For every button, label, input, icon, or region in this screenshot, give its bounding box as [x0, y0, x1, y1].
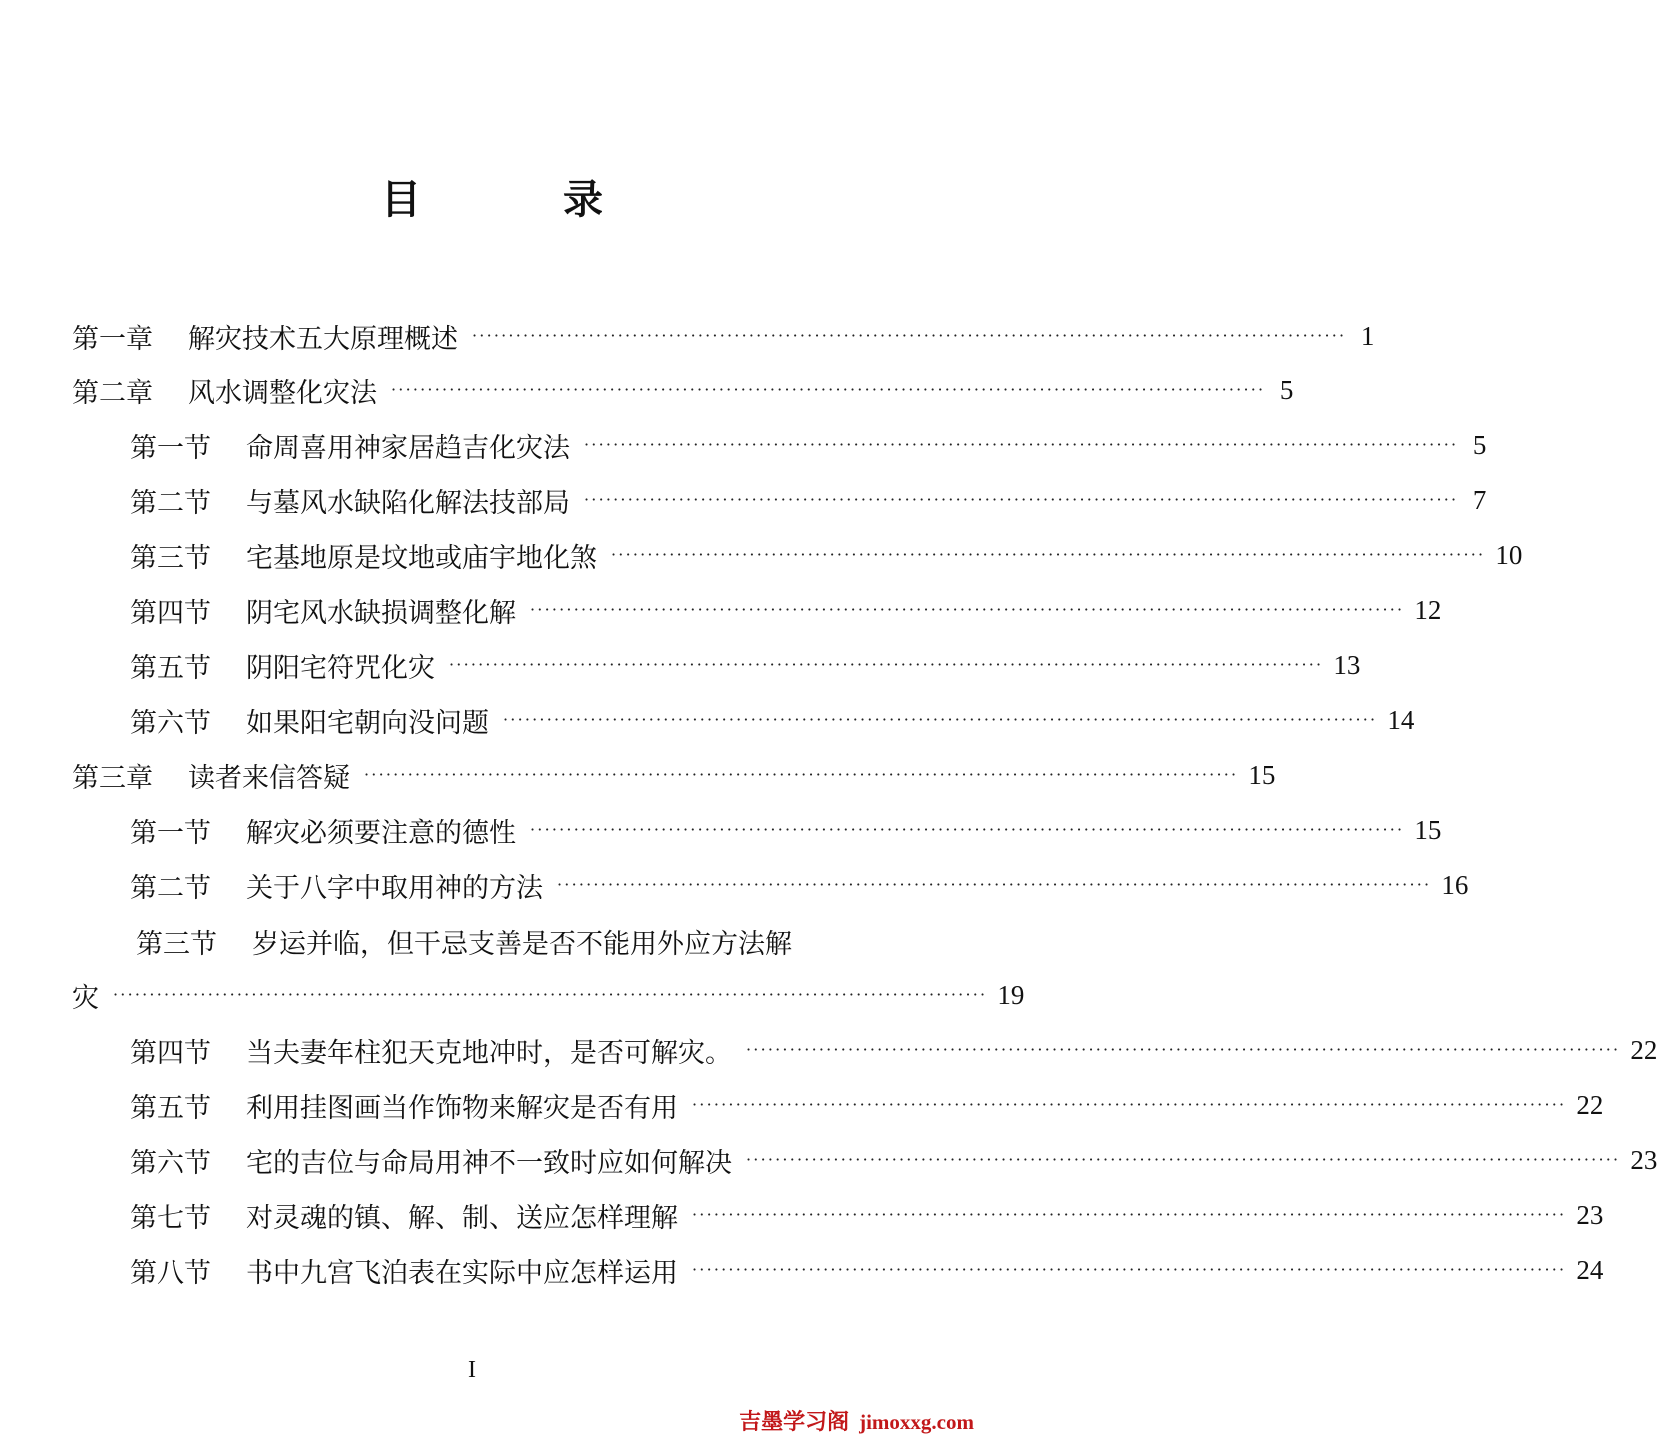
toc-entry-page: 23: [1630, 1144, 1657, 1175]
toc-entry-label: 第二章: [72, 377, 153, 409]
toc-entry-page: 16: [1441, 869, 1469, 900]
dot-leader: ························································································································: [584, 490, 1459, 509]
toc-entry-label: 第一节: [130, 432, 211, 464]
toc-entry-label: 第二节: [130, 872, 211, 904]
toc-entry: [130, 535, 1523, 575]
toc-entry-title: 书中九宫飞泊表在实际中应怎样运用: [246, 1257, 678, 1289]
toc-entry: [72, 975, 1025, 1015]
toc-entry-title: 与墓风水缺陷化解法技部局: [246, 487, 570, 519]
toc-entry-page: 24: [1576, 1254, 1604, 1285]
page-number: I: [468, 1357, 476, 1383]
dot-leader: ························································································································: [503, 710, 1378, 729]
toc-entry-page: 1: [1360, 320, 1375, 351]
toc-entry-page: 23: [1576, 1199, 1604, 1230]
toc-entry-title: 解灾技术五大原理概述: [188, 323, 458, 355]
toc-entry-label: 第一章: [72, 323, 153, 355]
toc-entry: [130, 700, 1415, 740]
watermark-brand: 吉墨学习阁: [739, 1410, 850, 1435]
toc-entry-page: 5: [1279, 374, 1294, 405]
toc-entry-title: 命周喜用神家居趋吉化灾法: [246, 432, 570, 464]
toc-entry: [72, 316, 1375, 356]
toc-entry-title: 岁运并临，但干忌支善是否不能用外应方法解: [252, 928, 792, 960]
toc-entry-label: 第六节: [130, 1147, 211, 1179]
toc-entry-title: 对灵魂的镇、解、制、送应怎样理解: [246, 1202, 678, 1234]
toc-entry: [130, 1030, 1657, 1070]
toc-entry-label: 第五节: [130, 652, 211, 684]
toc-entry: [130, 590, 1442, 630]
toc-entry-label: 第二节: [130, 487, 211, 519]
dot-leader: ························································································································: [557, 875, 1432, 894]
dot-leader: ························································································································: [692, 1095, 1567, 1114]
toc-entry: [130, 645, 1361, 685]
dot-leader: ························································································································: [113, 985, 988, 1004]
toc-entry-label: 第三节: [136, 928, 217, 960]
toc-entry-page: 15: [1248, 759, 1276, 790]
toc-entry-title: 关于八字中取用神的方法: [246, 872, 543, 904]
toc-entry-label: 第四节: [130, 1037, 211, 1069]
toc-entry-page: 5: [1472, 429, 1487, 460]
toc-entry-page: 22: [1576, 1089, 1604, 1120]
toc-entry: [130, 1085, 1604, 1125]
toc-entry-page: 10: [1495, 539, 1523, 570]
toc-entry: [130, 1250, 1604, 1290]
dot-leader: ························································································································: [449, 655, 1324, 674]
toc-entry: [130, 865, 1469, 905]
toc-entry-page: 14: [1387, 704, 1415, 735]
toc-entry-title: 解灾必须要注意的德性: [246, 817, 516, 849]
toc-entry-page: 12: [1414, 594, 1442, 625]
toc-entry: [130, 810, 1442, 850]
toc-entry: [130, 1195, 1604, 1235]
toc-entry: [130, 425, 1487, 465]
dot-leader: ························································································································: [391, 380, 1266, 399]
toc-entry-title: 灾: [72, 982, 99, 1014]
dot-leader: ························································································································: [746, 1040, 1621, 1059]
toc-entry-label: 第七节: [130, 1202, 211, 1234]
watermark: [739, 1405, 974, 1436]
dot-leader: ························································································································: [530, 820, 1405, 839]
toc-entry-title: 阴宅风水缺损调整化解: [246, 597, 516, 629]
toc-entry-title: 如果阳宅朝向没问题: [246, 707, 489, 739]
toc-entry-title: 风水调整化灾法: [188, 377, 377, 409]
toc-entry-label: 第八节: [130, 1257, 211, 1289]
dot-leader: ························································································································: [611, 545, 1486, 564]
toc-entry-title: 当夫妻年柱犯天克地冲时，是否可解灾。: [246, 1037, 732, 1069]
toc-entry: [130, 480, 1487, 520]
toc-entry-title: 宅基地原是坟地或庙宇地化煞: [246, 542, 597, 574]
toc-entry-label: 第三节: [130, 542, 211, 574]
toc-entry-label: 第三章: [72, 762, 153, 794]
toc-entry-title: 阴阳宅符咒化灾: [246, 652, 435, 684]
toc-entry-label: 第四节: [130, 597, 211, 629]
toc-entry-title: 读者来信答疑: [188, 762, 350, 794]
toc-entry: [130, 1140, 1657, 1180]
page-title: 目 录: [381, 176, 667, 223]
dot-leader: ························································································································: [584, 435, 1459, 454]
toc-entry-page: 22: [1630, 1034, 1657, 1065]
toc-entry-page: 13: [1333, 649, 1361, 680]
toc-entry-title: 宅的吉位与命局用神不一致时应如何解决: [246, 1147, 732, 1179]
dot-leader: ························································································································: [746, 1150, 1621, 1169]
toc-entry-label: 第一节: [130, 817, 211, 849]
toc-entry-title: 利用挂图画当作饰物来解灾是否有用: [246, 1092, 678, 1124]
toc-entry-label: 第六节: [130, 707, 211, 739]
dot-leader: ························································································································: [530, 600, 1405, 619]
toc-entry-line: [136, 921, 792, 961]
toc-entry: [72, 755, 1276, 795]
dot-leader: ························································································································: [692, 1260, 1567, 1279]
dot-leader: ························································································································: [692, 1205, 1567, 1224]
toc-entry-page: 19: [997, 979, 1025, 1010]
toc-entry-label: 第五节: [130, 1092, 211, 1124]
toc-entry-page: 7: [1472, 484, 1487, 515]
toc-entry: [72, 370, 1294, 410]
watermark-url: jimoxxg.com: [859, 1410, 974, 1434]
dot-leader: ························································································································: [364, 765, 1239, 784]
toc-entry-page: 15: [1414, 814, 1442, 845]
dot-leader: ························································································································: [472, 326, 1347, 345]
